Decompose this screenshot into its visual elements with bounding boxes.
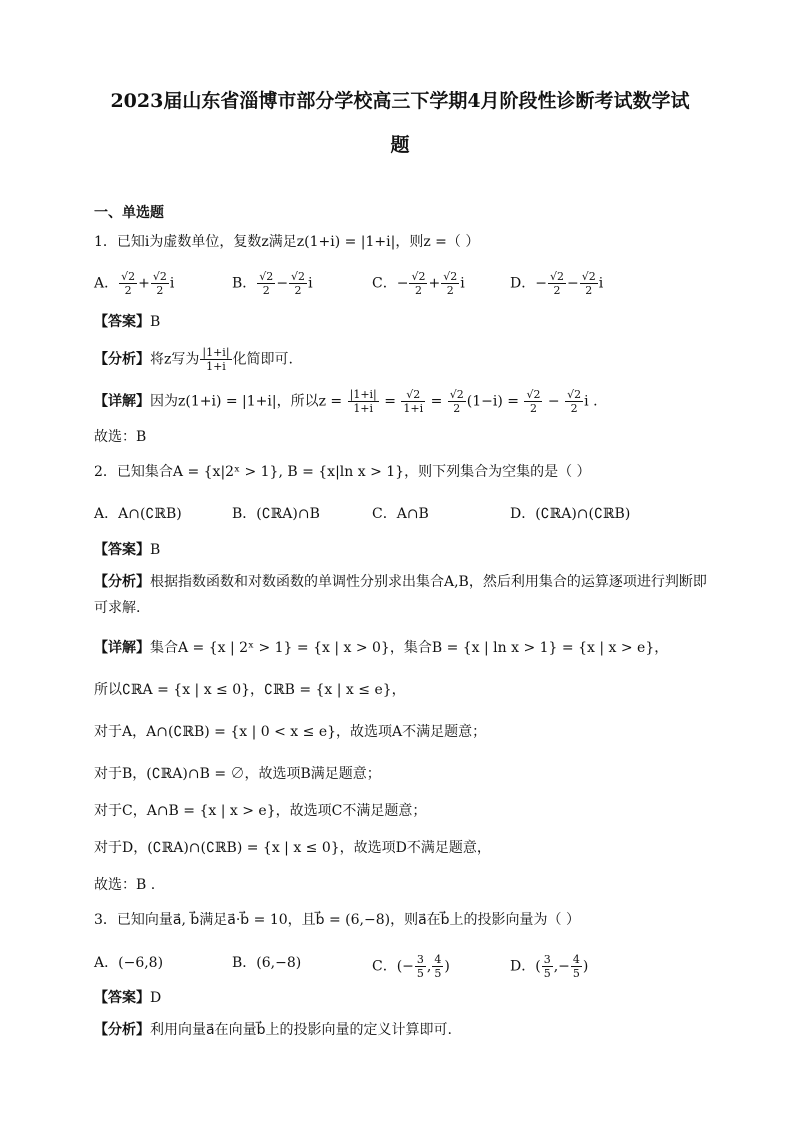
q2-detail-line-6: 对于D，(∁ℝA)∩(∁ℝB) = {x | x ≤ 0}，故选项D不满足题意， bbox=[94, 840, 491, 856]
q1-option-a: A． $\frac{√2}{2}$ + $\frac{√2}{2}$ i bbox=[94, 270, 175, 297]
section-heading: 一、单选题 bbox=[94, 205, 164, 221]
q1-analysis: 【分析】将z写为 $\frac{|1+i|}{1+i}$ 化简即可. bbox=[94, 346, 293, 373]
q3-option-b: B．(6,−8) bbox=[232, 955, 302, 971]
q2-stem: 2．已知集合A = {x|2ˣ > 1}, B = {x|ln x > 1}，则下列集合为空集的是（ ） bbox=[94, 464, 591, 480]
q2-option-c: C．A∩B bbox=[372, 506, 429, 522]
q3-option-d: D．( $\frac{3}{5}$ ,− $\frac{4}{5}$ ) bbox=[510, 953, 589, 980]
q3-option-c: C．(− $\frac{3}{5}$ , $\frac{4}{5}$ ) bbox=[372, 953, 450, 980]
q1-option-b: B． $\frac{√2}{2}$ − $\frac{√2}{2}$ i bbox=[232, 270, 313, 297]
q1-detail: 【详解】因为z(1+i) = |1+i|，所以z = $\frac{|1+i|}{1+i}$ = $\frac{√2}{1+i}$ = $\frac{√2}{2}$ (1−i) = $\frac{√2}{2}$ − $\frac{√2}{2}$ i . bbox=[94, 388, 598, 415]
q1-option-d: D．− $\frac{√2}{2}$ − $\frac{√2}{2}$ i bbox=[510, 270, 604, 297]
q2-detail-line-3: 对于A，A∩(∁ℝB) = {x | 0 < x ≤ e}，故选项A不满足题意； bbox=[94, 724, 487, 740]
q2-option-d: D．(∁ℝA)∩(∁ℝB) bbox=[510, 506, 631, 522]
q1-answer: 【答案】B bbox=[94, 314, 161, 330]
title-line-1: 2023届山东省淄博市部分学校高三下学期4月阶段性诊断考试数学试 bbox=[110, 90, 690, 112]
q1-choice: 故选：B bbox=[94, 429, 147, 445]
title-line-2: 题 bbox=[390, 134, 410, 156]
q2-choice: 故选：B . bbox=[94, 877, 156, 893]
q2-answer: 【答案】B bbox=[94, 542, 161, 558]
q1-stem: 1．已知i为虚数单位，复数z满足z(1+i) = |1+i|，则z =（ ） bbox=[94, 234, 480, 250]
q3-answer: 【答案】D bbox=[94, 990, 162, 1006]
q3-analysis: 【分析】利用向量a⃗在向量b⃗上的投影向量的定义计算即可. bbox=[94, 1022, 452, 1038]
q3-stem: 3．已知向量a⃗, b⃗满足a⃗·b⃗ = 10，且b⃗ = (6,−8)，则a⃗在b⃗上的投影向量为（ ） bbox=[94, 912, 580, 928]
document-title bbox=[80, 79, 720, 167]
q2-option-b: B．(∁ℝA)∩B bbox=[232, 506, 320, 522]
q2-detail-line-4: 对于B，(∁ℝA)∩B = ∅，故选项B满足题意； bbox=[94, 766, 381, 782]
q2-analysis: 【分析】根据指数函数和对数函数的单调性分别求出集合A,B，然后利用集合的运算逐项进行判断即可求解. bbox=[94, 574, 707, 616]
q2-detail: 【详解】集合A = {x | 2ˣ > 1} = {x | x > 0}，集合B = {x | ln x > 1} = {x | x > e}， bbox=[94, 640, 669, 656]
q2-detail-line-2: 所以∁ℝA = {x | x ≤ 0}，∁ℝB = {x | x ≤ e}， bbox=[94, 682, 406, 698]
q2-detail-line-5: 对于C，A∩B = {x | x > e}，故选项C不满足题意； bbox=[94, 803, 427, 819]
q1-option-c: C．− $\frac{√2}{2}$ + $\frac{√2}{2}$ i bbox=[372, 270, 465, 297]
q3-option-a: A．(−6,8) bbox=[94, 955, 164, 971]
q2-option-a: A．A∩(∁ℝB) bbox=[94, 506, 182, 522]
